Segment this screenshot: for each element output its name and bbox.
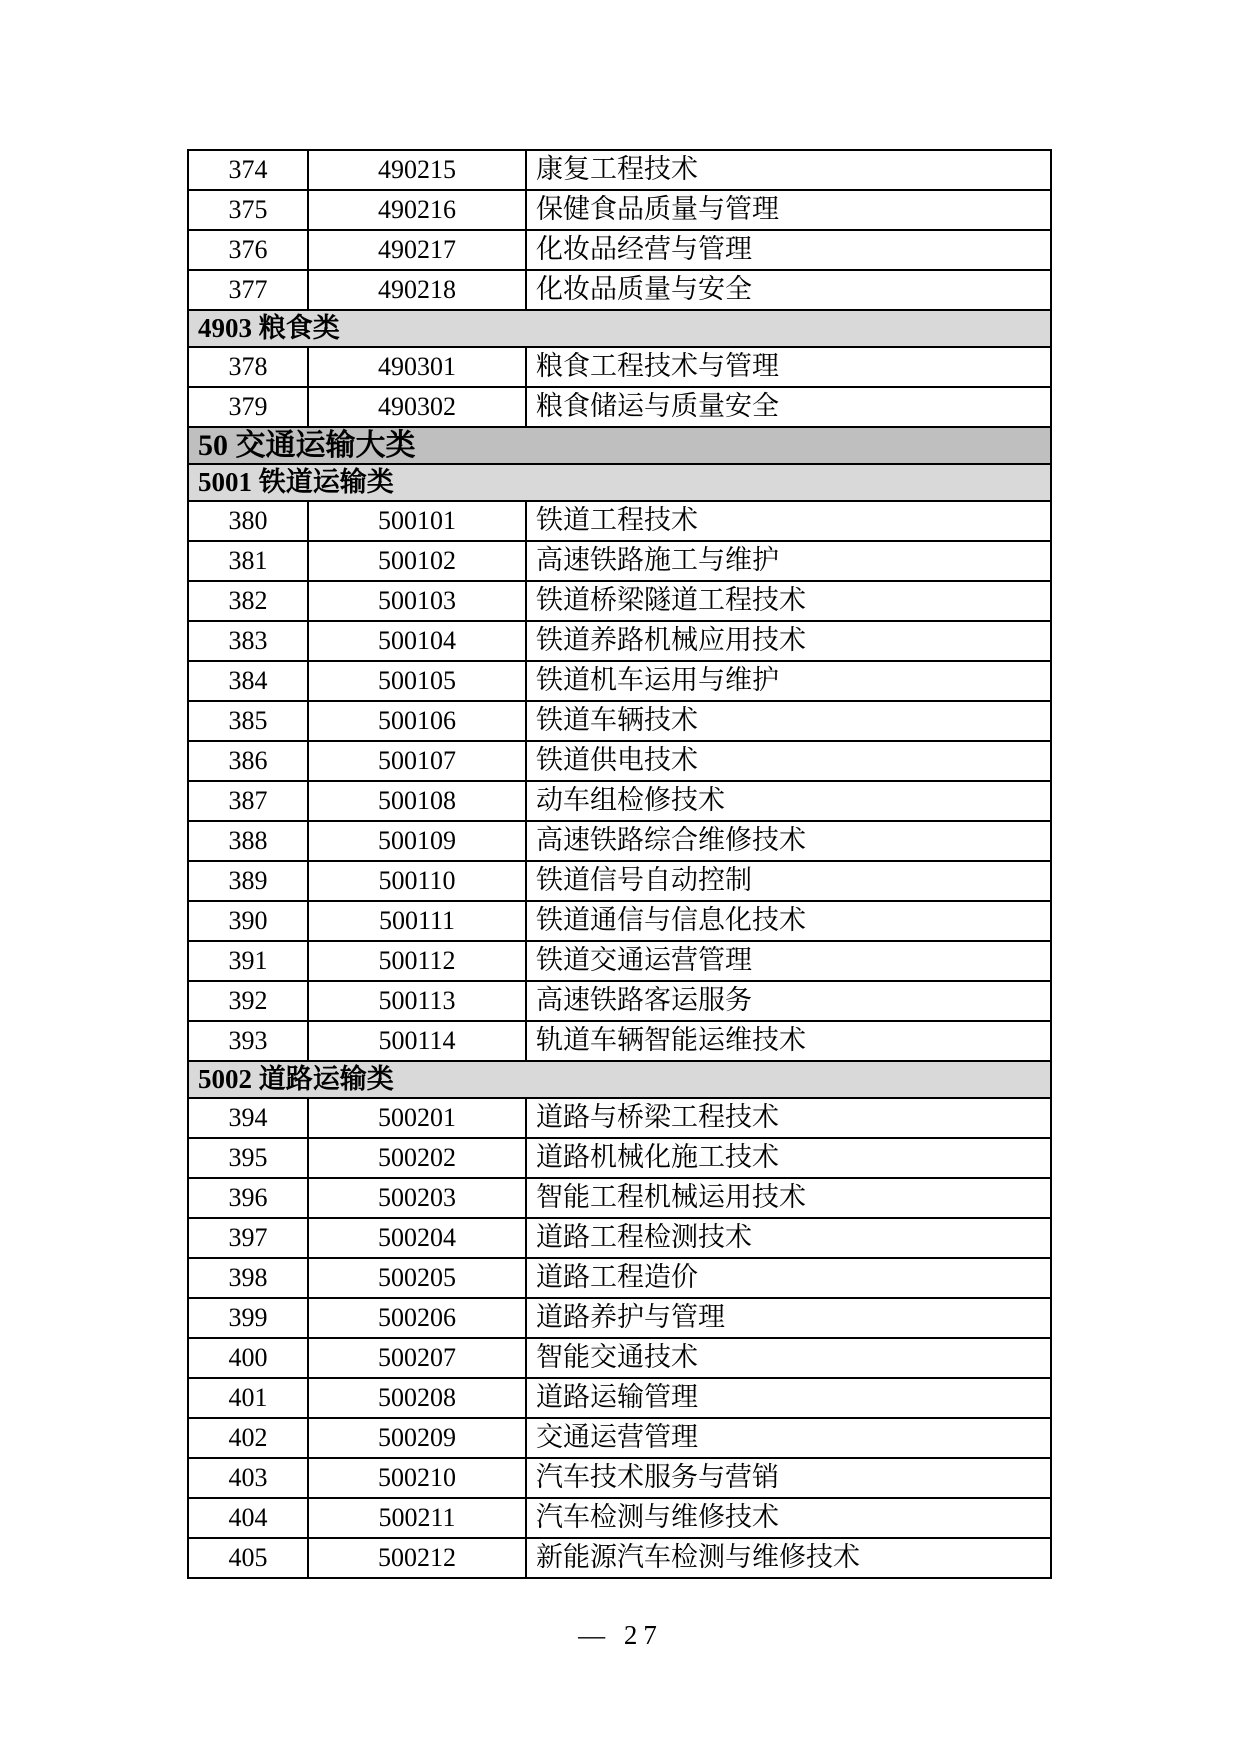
cell-sequence-number: 403 <box>188 1458 308 1498</box>
table-row <box>188 701 1051 741</box>
table-row <box>188 347 1051 387</box>
table-row <box>188 1338 1051 1378</box>
table-row <box>188 1258 1051 1298</box>
cell-major-code: 500210 <box>308 1458 526 1498</box>
cell-major-code: 500207 <box>308 1338 526 1378</box>
cell-sequence-number: 387 <box>188 781 308 821</box>
table-row <box>188 661 1051 701</box>
table-row <box>188 150 1051 190</box>
cell-major-code: 500212 <box>308 1538 526 1578</box>
cell-major-name: 道路与桥梁工程技术 <box>526 1098 1051 1138</box>
cell-major-name: 汽车检测与维修技术 <box>526 1498 1051 1538</box>
cell-sequence-number: 394 <box>188 1098 308 1138</box>
cell-major-code: 500204 <box>308 1218 526 1258</box>
cell-sequence-number: 400 <box>188 1338 308 1378</box>
cell-sequence-number: 388 <box>188 821 308 861</box>
cell-major-code: 490218 <box>308 270 526 310</box>
cell-sequence-number: 404 <box>188 1498 308 1538</box>
table-row <box>188 1298 1051 1338</box>
cell-major-code: 500209 <box>308 1418 526 1458</box>
table-row <box>188 941 1051 981</box>
cell-sequence-number: 384 <box>188 661 308 701</box>
cell-major-code: 500114 <box>308 1021 526 1061</box>
cell-major-name: 铁道养路机械应用技术 <box>526 621 1051 661</box>
cell-sequence-number: 386 <box>188 741 308 781</box>
cell-major-code: 500108 <box>308 781 526 821</box>
cell-major-name: 粮食储运与质量安全 <box>526 387 1051 427</box>
table-row <box>188 1098 1051 1138</box>
cell-sequence-number: 385 <box>188 701 308 741</box>
cell-sequence-number: 405 <box>188 1538 308 1578</box>
cell-major-name: 道路工程检测技术 <box>526 1218 1051 1258</box>
cell-sequence-number: 375 <box>188 190 308 230</box>
cell-sequence-number: 380 <box>188 501 308 541</box>
majors-code-table <box>187 149 1052 1579</box>
cell-major-code: 500205 <box>308 1258 526 1298</box>
cell-major-code: 490216 <box>308 190 526 230</box>
cell-sequence-number: 398 <box>188 1258 308 1298</box>
cell-major-name: 铁道工程技术 <box>526 501 1051 541</box>
section-header-sub <box>188 310 1051 347</box>
cell-major-name: 动车组检修技术 <box>526 781 1051 821</box>
cell-major-code: 490217 <box>308 230 526 270</box>
cell-sequence-number: 378 <box>188 347 308 387</box>
table-row <box>188 621 1051 661</box>
table-row <box>188 981 1051 1021</box>
table-row <box>188 1218 1051 1258</box>
section-header-sub <box>188 1061 1051 1098</box>
table-row <box>188 901 1051 941</box>
cell-major-name: 铁道信号自动控制 <box>526 861 1051 901</box>
table-row <box>188 781 1051 821</box>
cell-major-code: 500102 <box>308 541 526 581</box>
cell-major-name: 粮食工程技术与管理 <box>526 347 1051 387</box>
cell-sequence-number: 383 <box>188 621 308 661</box>
majors-table-body <box>188 150 1051 1578</box>
cell-sequence-number: 390 <box>188 901 308 941</box>
cell-major-name: 轨道车辆智能运维技术 <box>526 1021 1051 1061</box>
cell-major-name: 铁道桥梁隧道工程技术 <box>526 581 1051 621</box>
cell-major-name: 保健食品质量与管理 <box>526 190 1051 230</box>
table-row <box>188 501 1051 541</box>
table-row <box>188 1178 1051 1218</box>
cell-major-name: 铁道供电技术 <box>526 741 1051 781</box>
cell-major-name: 铁道通信与信息化技术 <box>526 901 1051 941</box>
cell-major-name: 高速铁路客运服务 <box>526 981 1051 1021</box>
table-row <box>188 387 1051 427</box>
page-number: — 27 <box>578 1620 663 1650</box>
cell-sequence-number: 389 <box>188 861 308 901</box>
cell-sequence-number: 377 <box>188 270 308 310</box>
table-row <box>188 541 1051 581</box>
cell-sequence-number: 396 <box>188 1178 308 1218</box>
cell-major-name: 新能源汽车检测与维修技术 <box>526 1538 1051 1578</box>
table-row <box>188 1538 1051 1578</box>
cell-major-name: 高速铁路综合维修技术 <box>526 821 1051 861</box>
cell-sequence-number: 397 <box>188 1218 308 1258</box>
table-row <box>188 1378 1051 1418</box>
table-row <box>188 1021 1051 1061</box>
section-header-major <box>188 427 1051 464</box>
section-header-sub <box>188 464 1051 501</box>
cell-sequence-number: 399 <box>188 1298 308 1338</box>
table-row <box>188 741 1051 781</box>
cell-sequence-number: 374 <box>188 150 308 190</box>
table-row <box>188 1498 1051 1538</box>
cell-sequence-number: 392 <box>188 981 308 1021</box>
cell-major-name: 道路养护与管理 <box>526 1298 1051 1338</box>
table-row <box>188 1418 1051 1458</box>
cell-major-code: 500201 <box>308 1098 526 1138</box>
cell-major-code: 500206 <box>308 1298 526 1338</box>
table-row <box>188 821 1051 861</box>
cell-major-name: 铁道交通运营管理 <box>526 941 1051 981</box>
cell-sequence-number: 402 <box>188 1418 308 1458</box>
cell-major-code: 490301 <box>308 347 526 387</box>
cell-major-code: 490302 <box>308 387 526 427</box>
table-row <box>188 1138 1051 1178</box>
section-header-label: 4903 粮食类 <box>188 310 1051 347</box>
cell-major-code: 500208 <box>308 1378 526 1418</box>
cell-major-name: 道路工程造价 <box>526 1258 1051 1298</box>
cell-sequence-number: 391 <box>188 941 308 981</box>
table-row <box>188 190 1051 230</box>
cell-sequence-number: 393 <box>188 1021 308 1061</box>
cell-sequence-number: 382 <box>188 581 308 621</box>
cell-major-name: 道路机械化施工技术 <box>526 1138 1051 1178</box>
section-header-label: 50 交通运输大类 <box>188 427 1051 464</box>
cell-major-name: 化妆品经营与管理 <box>526 230 1051 270</box>
cell-sequence-number: 379 <box>188 387 308 427</box>
cell-sequence-number: 381 <box>188 541 308 581</box>
cell-major-code: 500105 <box>308 661 526 701</box>
cell-major-name: 康复工程技术 <box>526 150 1051 190</box>
cell-major-code: 500202 <box>308 1138 526 1178</box>
cell-major-name: 道路运输管理 <box>526 1378 1051 1418</box>
cell-sequence-number: 401 <box>188 1378 308 1418</box>
cell-major-code: 500112 <box>308 941 526 981</box>
cell-major-code: 500101 <box>308 501 526 541</box>
cell-major-code: 500203 <box>308 1178 526 1218</box>
table-row <box>188 581 1051 621</box>
table-row <box>188 861 1051 901</box>
cell-major-name: 汽车技术服务与营销 <box>526 1458 1051 1498</box>
cell-major-code: 500104 <box>308 621 526 661</box>
cell-major-name: 智能交通技术 <box>526 1338 1051 1378</box>
cell-major-code: 500106 <box>308 701 526 741</box>
section-header-label: 5001 铁道运输类 <box>188 464 1051 501</box>
cell-major-name: 铁道车辆技术 <box>526 701 1051 741</box>
cell-major-code: 500113 <box>308 981 526 1021</box>
cell-major-code: 500211 <box>308 1498 526 1538</box>
cell-major-name: 高速铁路施工与维护 <box>526 541 1051 581</box>
table-row <box>188 1458 1051 1498</box>
cell-major-code: 500109 <box>308 821 526 861</box>
cell-major-code: 490215 <box>308 150 526 190</box>
cell-major-code: 500111 <box>308 901 526 941</box>
cell-major-name: 智能工程机械运用技术 <box>526 1178 1051 1218</box>
table-row <box>188 230 1051 270</box>
cell-sequence-number: 395 <box>188 1138 308 1178</box>
table-row <box>188 270 1051 310</box>
cell-major-name: 化妆品质量与安全 <box>526 270 1051 310</box>
cell-major-name: 交通运营管理 <box>526 1418 1051 1458</box>
cell-sequence-number: 376 <box>188 230 308 270</box>
cell-major-code: 500110 <box>308 861 526 901</box>
cell-major-code: 500107 <box>308 741 526 781</box>
section-header-label: 5002 道路运输类 <box>188 1061 1051 1098</box>
cell-major-code: 500103 <box>308 581 526 621</box>
cell-major-name: 铁道机车运用与维护 <box>526 661 1051 701</box>
